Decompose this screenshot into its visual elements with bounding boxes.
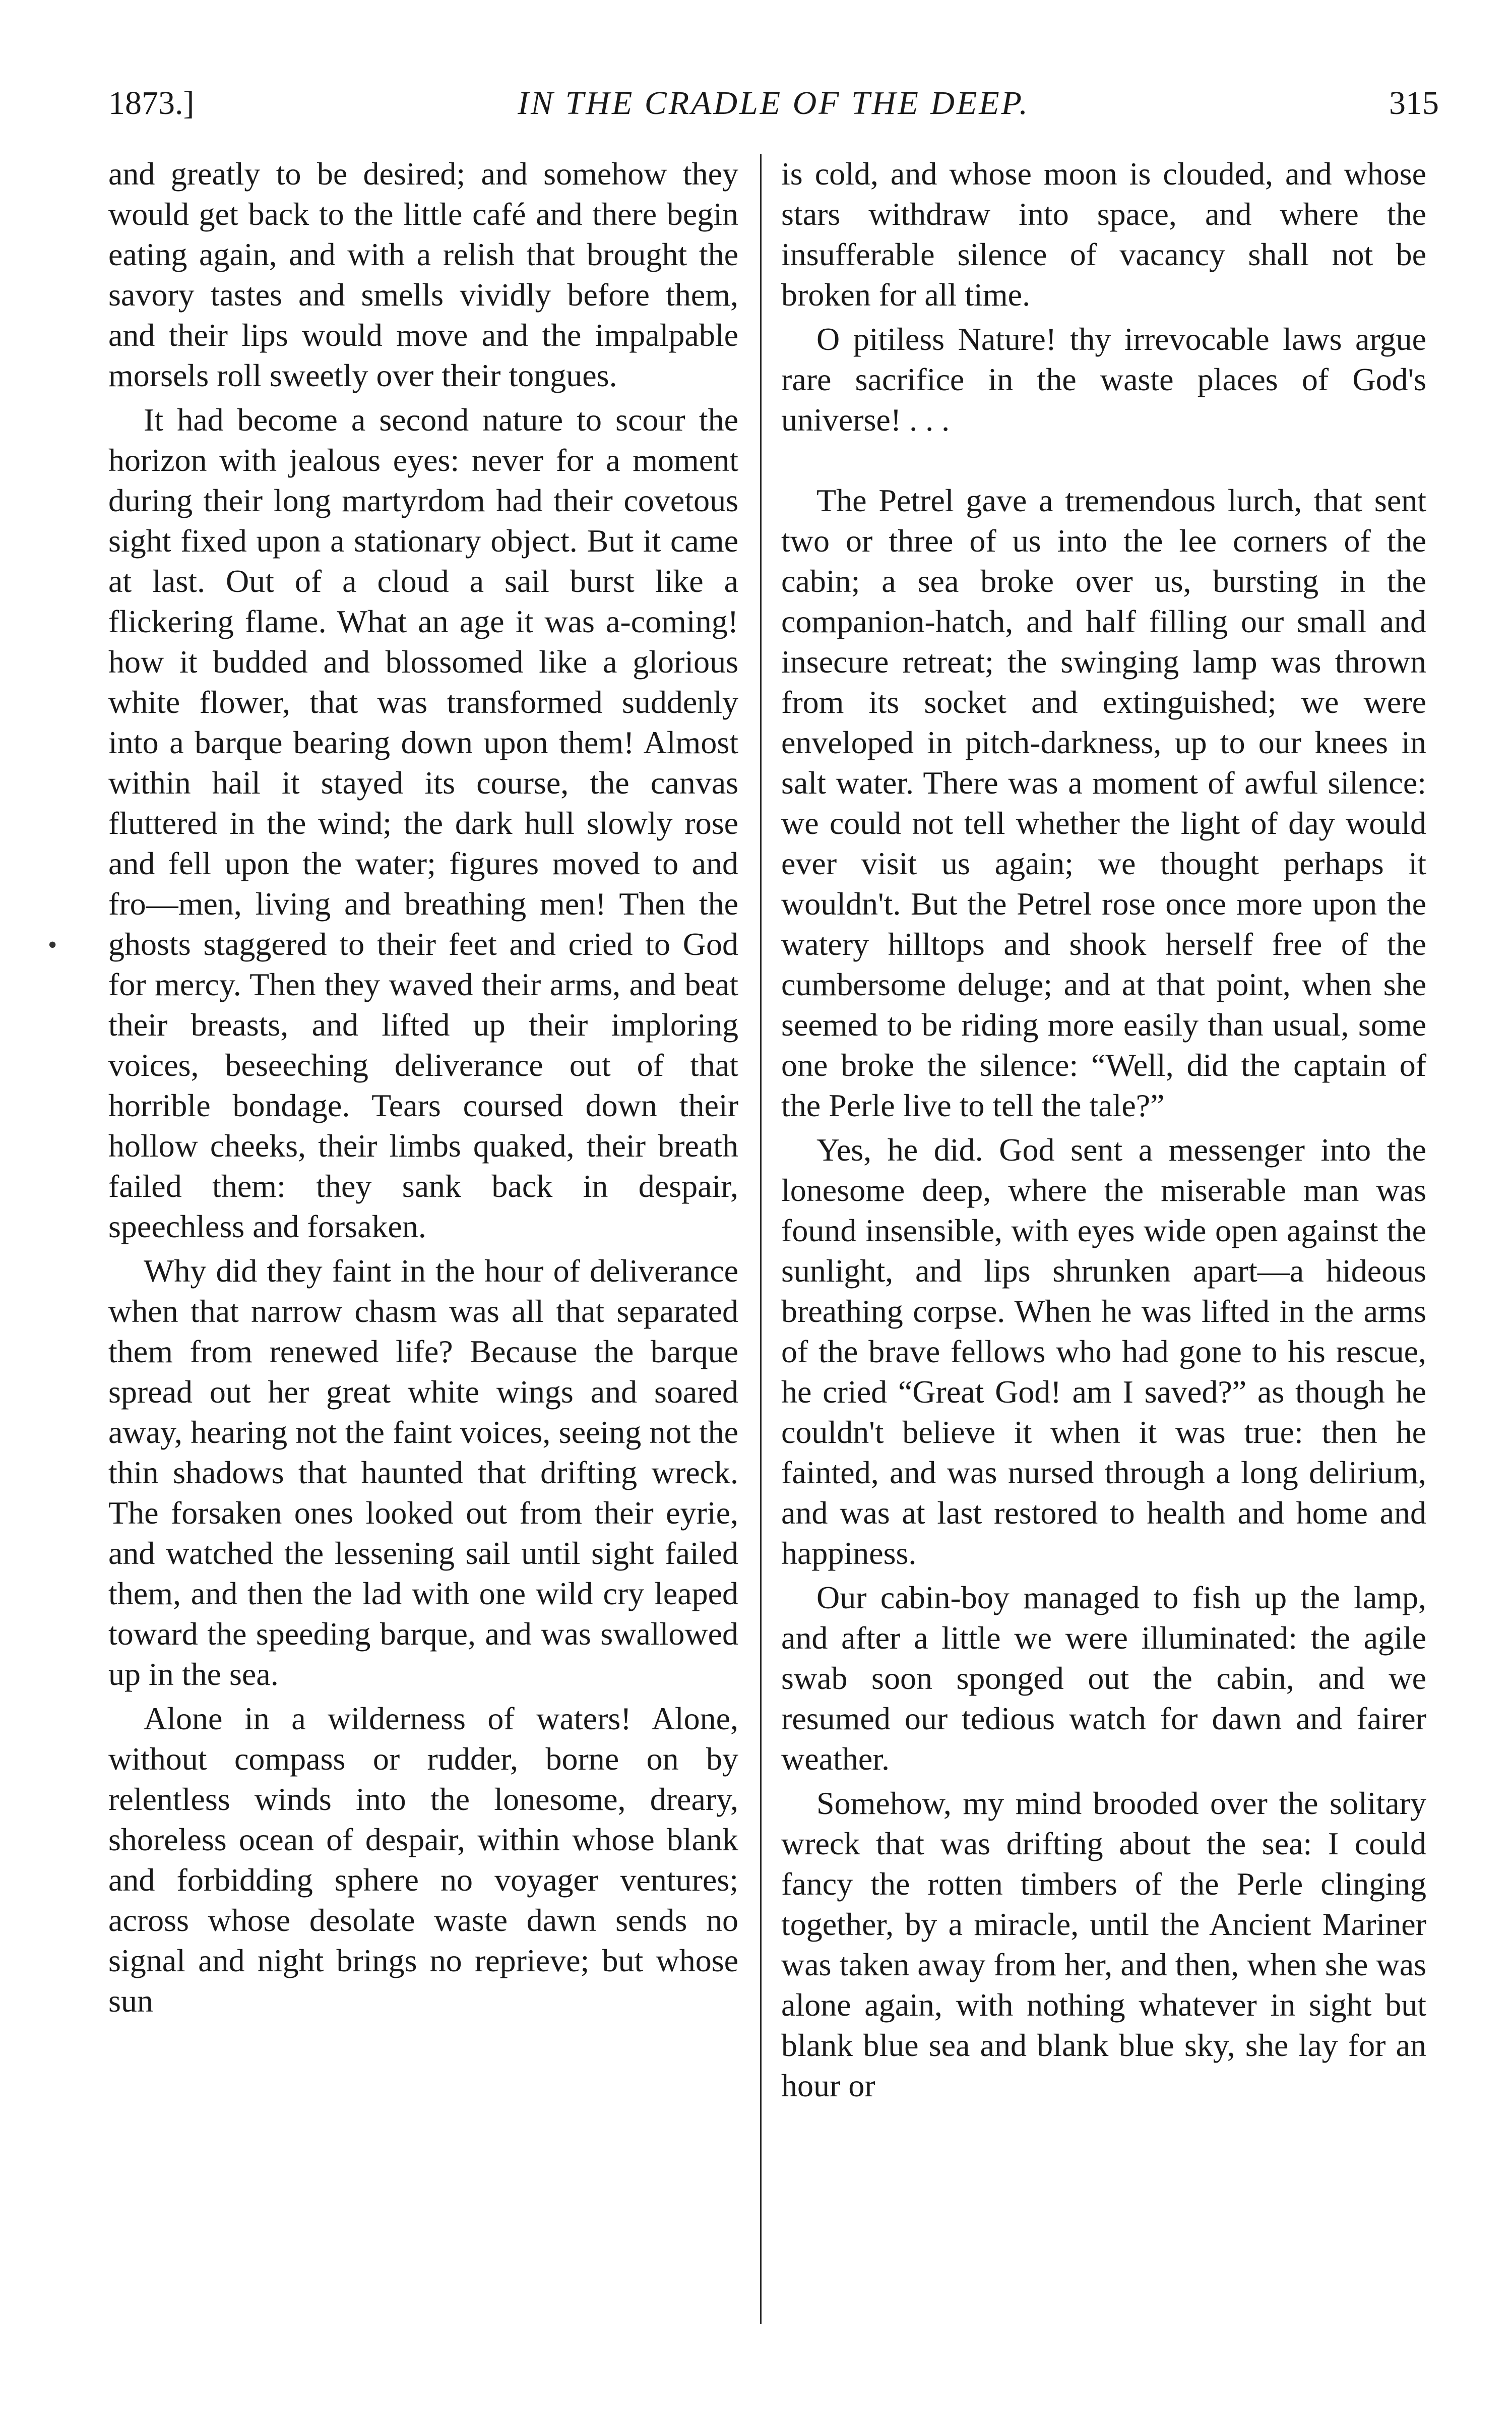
page-number: 315 xyxy=(1389,85,1439,122)
paragraph: is cold, and whose moon is clouded, and whose stars withdraw into space, and where the insufferable silence of vacancy shall not be broken for all time. xyxy=(781,156,1426,313)
paragraph: Somehow, my mind brooded over the solitary wreck that was drifting about the sea: I could fancy the rotten timbers of the Perle clinging together, by a miracle, until the Ancient Mariner was taken away from her, and then, when she was alone again, with nothing whatever in sight but blank blue sea and blank blue sky, she lay for an hour or xyxy=(781,1785,1426,2103)
right-column xyxy=(781,154,1426,2106)
paragraph: Our cabin-boy managed to fish up the lamp, and after a little we were illuminated: the agile swab soon sponged out the cabin, and we resumed our tedious watch for dawn and fairer weather. xyxy=(781,1580,1426,1777)
paragraph: O pitiless Nature! thy irrevocable laws argue rare sacrifice in the waste places of God's universe! . . . xyxy=(781,321,1426,438)
paragraph: Yes, he did. God sent a messenger into the lonesome deep, where the miserable man was found insensible, with eyes wide open against the sunlight, and lips shrunken apart—a hideous breathing corpse. When he was lifted in the arms of the brave fellows who had gone to his rescue, he cried “Great God! am I saved?” as though he couldn't believe it when it was true: then he fainted, and was nursed through a long delirium, and was at last restored to health and home and happiness. xyxy=(781,1132,1426,1571)
running-head-title: IN THE CRADLE OF THE DEEP. xyxy=(518,85,1030,122)
paragraph: Why did they faint in the hour of deliverance when that narrow chasm was all that separated them from renewed life? Because the barque spread out her great white wings and soared away, hearing not the faint voices, seeing not the thin shadows that haunted that drifting wreck. The forsaken ones looked out from their eyrie, and watched the lessening sail until sight failed them, and then the lad with one wild cry leaped toward the speeding barque, and was swallowed up in the sea. xyxy=(108,1253,738,1692)
margin-mark: • xyxy=(48,931,57,959)
paragraph: Alone in a wilderness of waters! Alone, without compass or rudder, borne on by relentless winds into the lonesome, dreary, shoreless ocean of despair, within whose blank and forbidding sphere no voyager ventures; across whose desolate waste dawn sends no signal and night brings no reprieve; but whose sun xyxy=(108,1701,738,2019)
paragraph: It had become a second nature to scour the horizon with jealous eyes: never for a moment during their long martyrdom had their covetous sight fixed upon a stationary object. But it came at last. Out of a cloud a sail burst like a flickering flame. What an age it was a-coming! how it budded and blossomed like a glorious white flower, that was transformed suddenly into a barque bearing down upon them! Almost within hail it stayed its course, the canvas fluttered in the wind; the dark hull slowly rose and fell upon the water; figures moved to and fro—men, living and breathing men! Then the ghosts staggered to their feet and cried to God for mercy. Then they waved their arms, and beat their breasts, and lifted up their imploring voices, beseeching deliverance out of that horrible bondage. Tears coursed down their hollow cheeks, their limbs quaked, their breath failed them: they sank back in despair, speechless and forsaken. xyxy=(108,402,738,1244)
running-head xyxy=(108,76,1439,131)
left-column xyxy=(108,154,738,2021)
paragraph: The Petrel gave a tremendous lurch, that sent two or three of us into the lee corners of the cabin; a sea broke over us, bursting in the companion-hatch, and half filling our small and insecure retreat; the swinging lamp was thrown from its socket and extinguished; we were enveloped in pitch-darkness, up to our knees in salt water. There was a moment of awful silence: we could not tell whether the light of day would ever visit us again; we thought perhaps it wouldn't. But the Petrel rose once more upon the watery hilltops and shook herself free of the cumbersome deluge; and at that point, when she seemed to be riding more easily than usual, some one broke the silence: “Well, did the captain of the Perle live to tell the tale?” xyxy=(781,482,1426,1123)
column-rule xyxy=(760,154,762,2324)
paragraph: and greatly to be desired; and somehow they would get back to the little café and there begin eating again, and with a relish that brought the savory tastes and smells vividly before them, and their lips would move and the impalpable morsels roll sweetly over their tongues. xyxy=(108,156,738,393)
running-head-year: 1873.] xyxy=(108,85,195,122)
